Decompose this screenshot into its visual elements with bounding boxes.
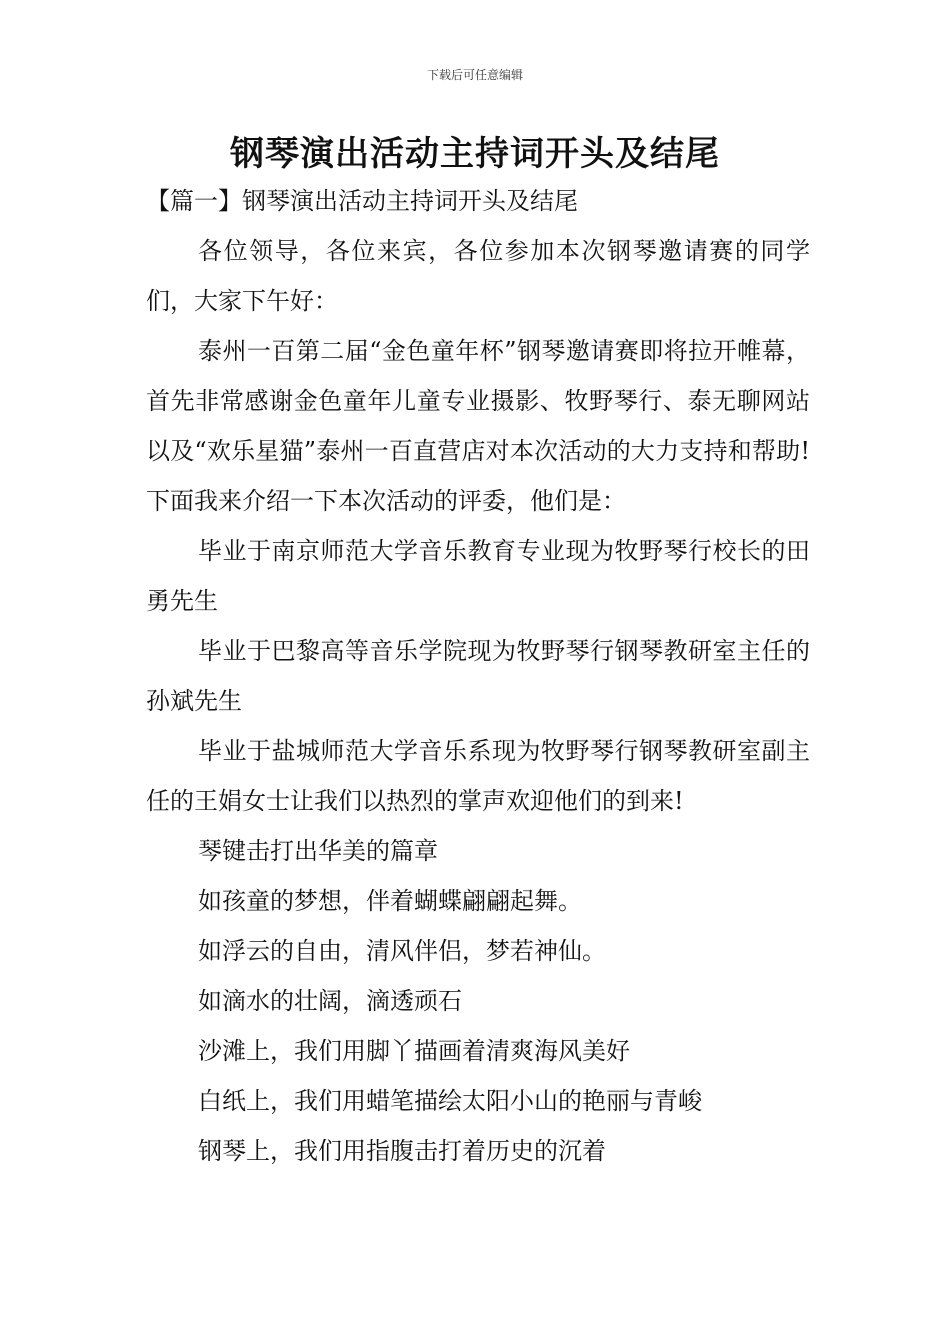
poem-line: 沙滩上，我们用脚丫描画着清爽海风美好: [198, 1037, 630, 1065]
poem-line: 如浮云的自由，清风伴侣，梦若神仙。: [198, 937, 606, 965]
section-heading: 【篇一】钢琴演出活动主持词开头及结尾: [146, 187, 578, 215]
paragraph-judge-2: 毕业于巴黎高等音乐学院现为牧野琴行钢琴教研室主任的孙斌先生: [146, 637, 810, 715]
poem-line: 如滴水的壮阔，滴透顽石: [198, 987, 462, 1015]
header-note: 下载后可任意编辑: [426, 68, 523, 82]
document-title: 钢琴演出活动主持词开头及结尾: [230, 134, 720, 174]
poem-line: 如孩童的梦想，伴着蝴蝶翩翩起舞。: [198, 887, 582, 915]
poem-line: 钢琴上，我们用指腹击打着历史的沉着: [198, 1137, 606, 1165]
poem-line: 白纸上，我们用蜡笔描绘太阳小山的艳丽与青峻: [198, 1087, 702, 1115]
paragraph-opening: 泰州一百第二届“金色童年杯”钢琴邀请赛即将拉开帷幕，首先非常感谢金色童年儿童专业摄影、牧野琴行、泰无聊网站以及“欢乐星猫”泰州一百直营店对本次活动的大力支持和帮助!下面我来介绍一下本次活动的评委，他们是：: [146, 337, 810, 515]
paragraph-judge-3: 毕业于盐城师范大学音乐系现为牧野琴行钢琴教研室副主任的王娟女士让我们以热烈的掌声欢迎他们的到来!: [146, 737, 810, 815]
paragraph-judge-1: 毕业于南京师范大学音乐教育专业现为牧野琴行校长的田勇先生: [146, 537, 810, 615]
document-body: [146, 176, 810, 1176]
paragraph-greeting: 各位领导，各位来宾，各位参加本次钢琴邀请赛的同学们，大家下午好：: [146, 237, 810, 315]
poem-line: 琴键击打出华美的篇章: [198, 837, 438, 865]
